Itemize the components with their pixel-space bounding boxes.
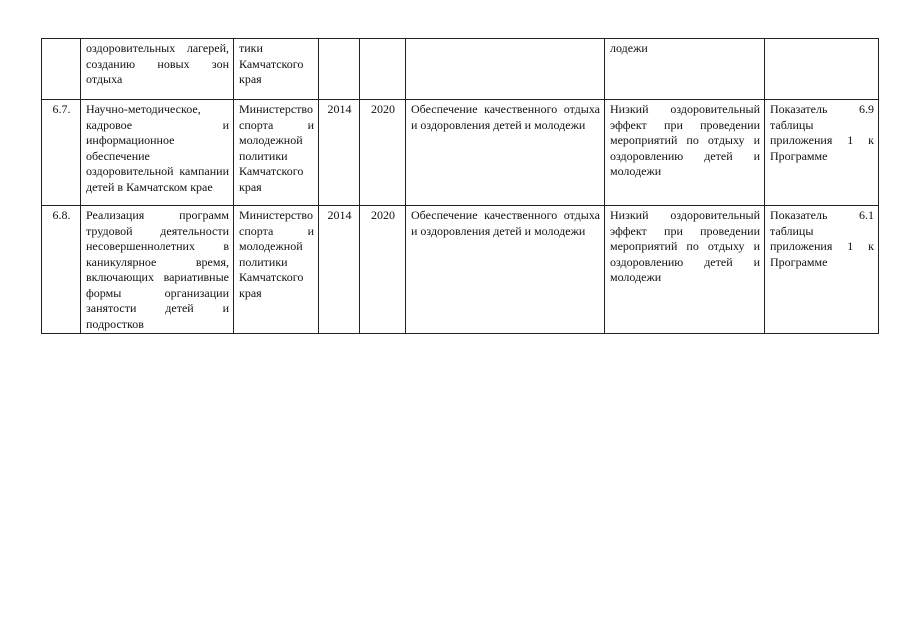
end-year: 2020 [360, 206, 406, 334]
measure-name: Реализация программ трудовой деятельности несовершеннолетних в каникулярное время, включающих вариативные формы организации занятости детей и подростков [81, 206, 234, 334]
row-number [42, 39, 81, 100]
risk-consequence: Низкий оздоровительный эффект при проведении мероприятий по отдыху и оздоровлению детей и молодежи [605, 100, 765, 206]
risk-consequence: Низкий оздоровительный эффект при проведении мероприятий по отдыху и оздоровлению детей и молодежи [605, 206, 765, 334]
table-row [42, 39, 879, 100]
start-year [319, 39, 360, 100]
executor: тики Камчатского края [234, 39, 319, 100]
measures-table [41, 38, 879, 334]
row-number: 6.8. [42, 206, 81, 334]
measure-name: оздоровительных лагерей, созданию новых зон отдыха [81, 39, 234, 100]
table-row [42, 100, 879, 206]
start-year: 2014 [319, 100, 360, 206]
expected-result: Обеспечение качественного отдыха и оздоровления детей и молодежи [406, 100, 605, 206]
start-year: 2014 [319, 206, 360, 334]
end-year [360, 39, 406, 100]
table-row [42, 206, 879, 334]
expected-result: Обеспечение качественного отдыха и оздоровления детей и молодежи [406, 206, 605, 334]
expected-result [406, 39, 605, 100]
row-number: 6.7. [42, 100, 81, 206]
indicator-link: Показатель 6.9 таблицы приложения 1 к Программе [765, 100, 879, 206]
end-year: 2020 [360, 100, 406, 206]
measure-name: Научно-методическое, кадровое и информационное обеспечение оздоровительной кампании детей в Камчатском крае [81, 100, 234, 206]
indicator-link: Показатель 6.1 таблицы приложения 1 к Программе [765, 206, 879, 334]
indicator-link [765, 39, 879, 100]
executor: Министерство спорта и молодежной политики Камчатского края [234, 206, 319, 334]
executor: Министерство спорта и молодежной политики Камчатского края [234, 100, 319, 206]
risk-consequence: лодежи [605, 39, 765, 100]
